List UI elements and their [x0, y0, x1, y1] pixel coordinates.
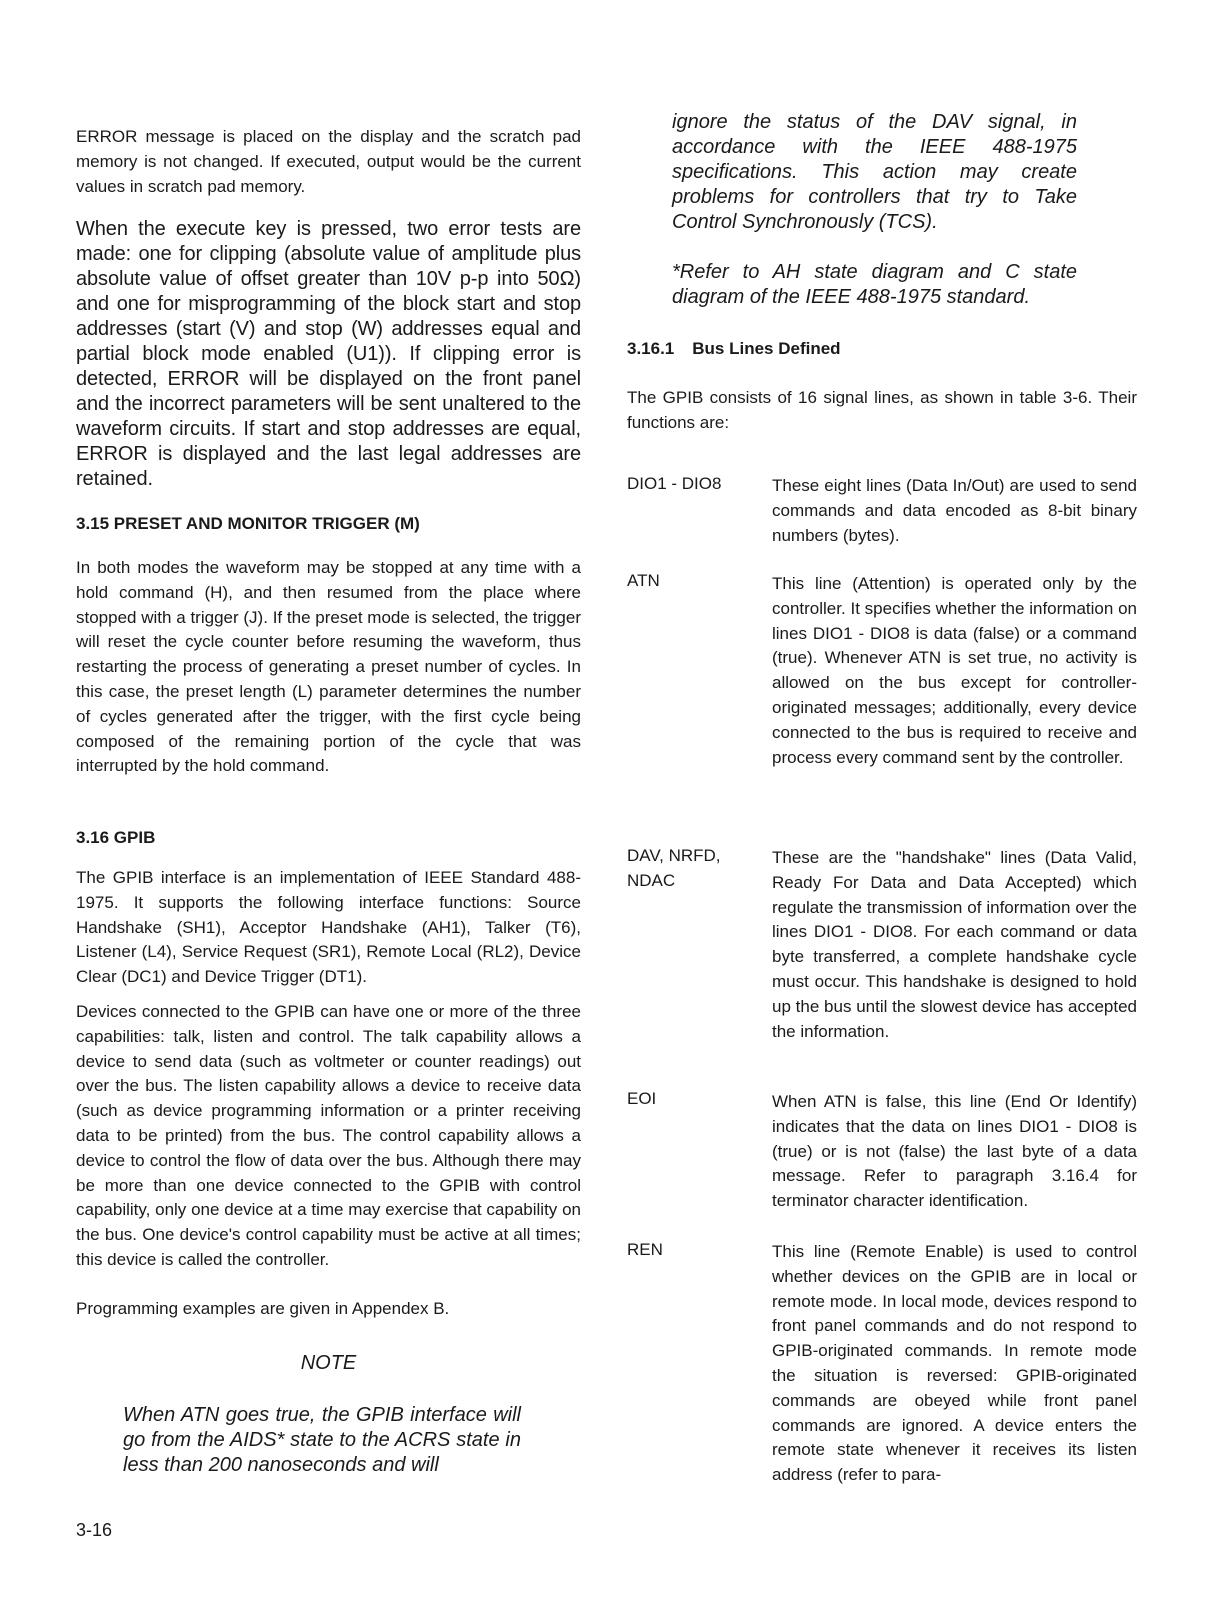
bus-line-term: EOI — [627, 1089, 657, 1108]
note-text: When ATN goes true, the GPIB interface will go from the AIDS* state to the ACRS state in less than 200 nanoseconds and will — [123, 1404, 521, 1476]
bus-line-description: These eight lines (Data In/Out) are used to send commands and data encoded as 8-bit binary numbers (bytes). — [772, 476, 1137, 545]
bus-line-description: When ATN is false, this line (End Or Identify) indicates that the data on lines DIO1 - DIO8 is (true) or is not (false) the last byte of a data message. Refer to paragraph 3.16.4 for terminator character identification. — [772, 1092, 1137, 1211]
paragraph-gpib-interface: The GPIB interface is an implementation of IEEE Standard 488-1975. It supports the following interface functions: Source Handshake (SH1), Acceptor Handshake (AH1), Talker (T6), Listener (L4), Service Request (SR1), Remote Local (RL2), Device Clear (DC1) and Device Trigger (DT1). — [76, 868, 581, 987]
note-reference: *Refer to AH state diagram and C state diagram of the IEEE 488-1975 standard. — [672, 261, 1077, 308]
note-continuation: ignore the status of the DAV signal, in accordance with the IEEE 488-1975 specifications. This action may create problems for controllers that try to Take Control Synchronously (TCS). — [672, 111, 1077, 233]
note-label: NOTE — [300, 1352, 357, 1374]
bus-line-description: This line (Attention) is operated only by the controller. It specifies whether the information on lines DIO1 - DIO8 is data (false) or a command (true). Whenever ATN is set true, no activity is allowed on the bus except for controller-originated messages; additionally, every device connected to the bus is required to receive and process every command sent by the controller. — [772, 574, 1137, 767]
paragraph-bus-lines-intro: The GPIB consists of 16 signal lines, as shown in table 3-6. Their functions are: — [627, 388, 1137, 432]
bus-line-term: DIO1 - DIO8 — [627, 474, 722, 493]
section-heading-3-16-1 — [627, 339, 841, 359]
paragraph-execute-key: When the execute key is pressed, two error tests are made: one for clipping (absolute value of amplitude plus absolute value of offset greater than 10V p-p into 50Ω) and one for misprogramming of the block start and stop addresses (start (V) and stop (W) addresses equal and partial block mode enabled (U1)). If clipping error is detected, ERROR will be displayed on the front panel and the incorrect parameters will be sent unaltered to the waveform circuits. If start and stop addresses are equal, ERROR is displayed and the last legal addresses are retained. — [76, 218, 581, 490]
bus-line-term: REN — [627, 1240, 663, 1259]
bus-line-term: ATN — [627, 571, 660, 590]
paragraph-programming-examples: Programming examples are given in Appendex B. — [76, 1299, 450, 1318]
heading-title: Bus Lines Defined — [692, 339, 841, 358]
section-heading-3-16: 3.16 GPIB — [76, 828, 156, 847]
bus-line-term: DAV, NRFD, NDAC — [627, 846, 721, 890]
bus-line-description: These are the "handshake" lines (Data Valid, Ready For Data and Data Accepted) which regulate the transmission of information over the lines DIO1 - DIO8. For each command or data byte transferred, a complete handshake cycle must occur. This handshake is designed to hold up the bus until the slowest device has accepted the information. — [772, 848, 1137, 1041]
page-number: 3-16 — [76, 1520, 113, 1540]
paragraph-gpib-capabilities: Devices connected to the GPIB can have one or more of the three capabilities: talk, listen and control. The talk capability allows a device to send data (such as voltmeter or counter readings) out over the bus. The listen capability allows a device to receive data (such as device programming information or a printer receiving data to be printed) from the bus. The control capability allows a device to control the flow of data over the bus. Although there may be more than one device connected to the GPIB with control capability, only one device at a time may exercise that capability on the bus. One device's control capability must be active at all times; this device is called the controller. — [76, 1002, 581, 1269]
paragraph-error-message: ERROR message is placed on the display and the scratch pad memory is not changed. If executed, output would be the current values in scratch pad memory. — [76, 127, 581, 196]
heading-number: 3.16.1 — [627, 339, 675, 358]
paragraph-preset-monitor: In both modes the waveform may be stopped at any time with a hold command (H), and then resumed from the place where stopped with a trigger (J). If the preset mode is selected, the trigger will reset the cycle counter before resuming the waveform, thus restarting the process of generating a preset number of cycles. In this case, the preset length (L) parameter determines the number of cycles generated after the trigger, with the first cycle being composed of the remaining portion of the cycle that was interrupted by the hold command. — [76, 558, 581, 776]
section-heading-3-15: 3.15 PRESET AND MONITOR TRIGGER (M) — [76, 514, 420, 533]
bus-line-description: This line (Remote Enable) is used to control whether devices on the GPIB are in local or remote mode. In local mode, devices respond to front panel commands and do not respond to GPIB-originated commands. In remote mode the situation is reversed: GPIB-originated commands are obeyed while front panel commands are ignored. A device enters the remote state whenever it receives its listen address (refer to para- — [772, 1242, 1137, 1485]
